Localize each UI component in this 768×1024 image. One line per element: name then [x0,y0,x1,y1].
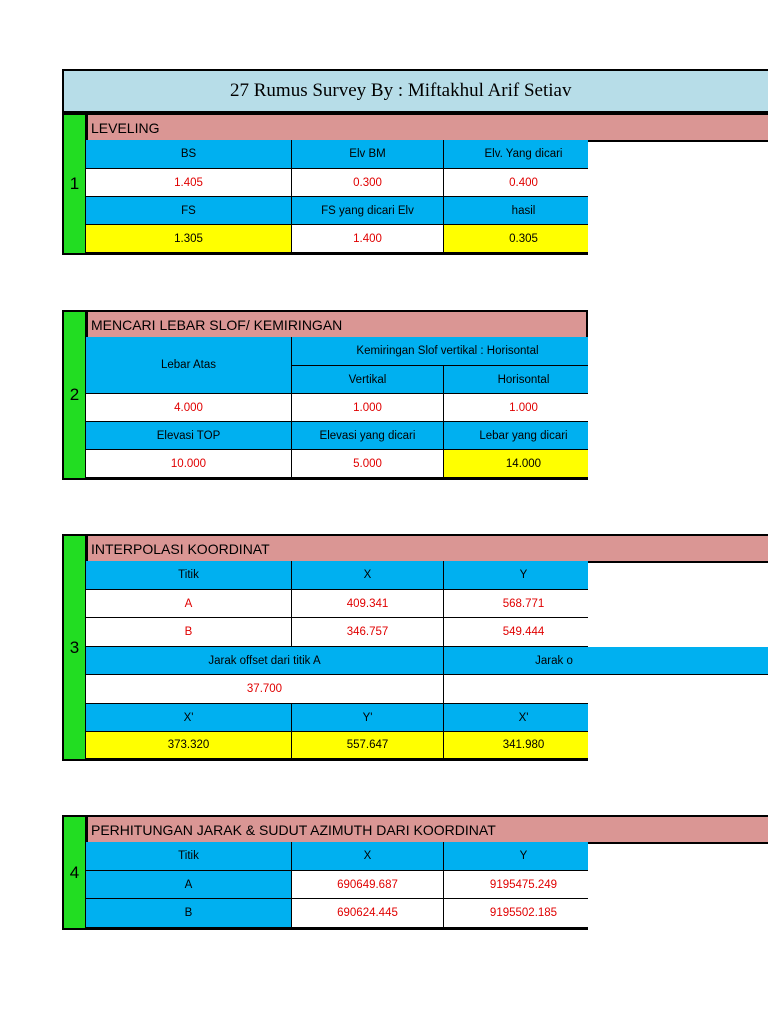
cell-x-prime-value[interactable]: 373.320 [86,732,292,759]
cell-elv-dicari-header: Elv. Yang dicari [444,140,588,169]
cell-bs-header: BS [86,140,292,169]
cell-x-prime-2-header: X' [444,704,588,732]
cell-x-prime-2-value[interactable]: 341.980 [444,732,588,759]
cell-b-x[interactable]: 346.757 [292,618,444,647]
section-1-heading: LEVELING [86,113,768,142]
section-4-number: 4 [62,815,86,930]
cell-elevasi-top-header: Elevasi TOP [86,422,292,450]
cell-a4-x[interactable]: 690649.687 [292,871,444,899]
section-1-table [84,140,588,255]
cell-fs-dicari-header: FS yang dicari Elv [292,197,444,225]
cell-y-header: Y [444,561,588,590]
cell-elv-bm-value[interactable]: 0.300 [292,169,444,197]
cell-titik4-b: B [86,899,292,928]
cell-kemiringan-header: Kemiringan Slof vertikal : Horisontal [292,337,588,366]
cell-b4-x[interactable]: 690624.445 [292,899,444,928]
cell-titik-header: Titik [86,561,292,590]
cell-titik-a: A [86,590,292,618]
cell-y4-header: Y [444,842,588,871]
cell-fs-header: FS [86,197,292,225]
cell-horisontal-header: Horisontal [444,366,588,394]
cell-x-prime-header: X' [86,704,292,732]
cell-offset-a-value[interactable]: 37.700 [86,675,444,704]
cell-elevasi-top-value[interactable]: 10.000 [86,450,292,478]
section-3-table [84,561,588,761]
cell-offset-b-value[interactable] [444,675,588,704]
cell-elevasi-dicari-header: Elevasi yang dicari [292,422,444,450]
cell-titik4-a: A [86,871,292,899]
offset-b-label: Jarak o [535,655,573,667]
cell-vertikal-value[interactable]: 1.000 [292,394,444,422]
cell-hasil-header: hasil [444,197,588,225]
section-4-table [84,842,588,930]
section-2-table [84,337,588,480]
cell-vertikal-header: Vertikal [292,366,444,394]
cell-elevasi-dicari-value[interactable]: 5.000 [292,450,444,478]
cell-elv-dicari-value[interactable]: 0.400 [444,169,588,197]
cell-titik4-header: Titik [86,842,292,871]
cell-fs-dicari-value[interactable]: 1.400 [292,225,444,253]
section-1-number: 1 [62,113,86,255]
cell-x-header: X [292,561,444,590]
page-title: 27 Rumus Survey By : Miftakhul Arif Setiav [230,80,572,101]
cell-lebar-dicari-header: Lebar yang dicari [444,422,588,450]
cell-x4-header: X [292,842,444,871]
cell-hasil-value[interactable]: 0.305 [444,225,588,253]
cell-a4-y[interactable]: 9195475.249 [444,871,588,899]
cell-elv-bm-header: Elv BM [292,140,444,169]
section-3-heading: INTERPOLASI KOORDINAT [86,534,768,563]
cell-y-prime-header: Y' [292,704,444,732]
section-2-number: 2 [62,310,86,480]
cell-horisontal-value[interactable]: 1.000 [444,394,588,422]
cell-fs-value[interactable]: 1.305 [86,225,292,253]
cell-b-y[interactable]: 549.444 [444,618,588,647]
cell-offset-a-header: Jarak offset dari titik A [86,647,444,675]
section-2-heading: MENCARI LEBAR SLOF/ KEMIRINGAN [86,310,588,339]
cell-bs-value[interactable]: 1.405 [86,169,292,197]
cell-a-x[interactable]: 409.341 [292,590,444,618]
cell-titik-b: B [86,618,292,647]
cell-b4-y[interactable]: 9195502.185 [444,899,588,928]
cell-lebar-atas-header: Lebar Atas [86,337,292,394]
section-4-heading: PERHITUNGAN JARAK & SUDUT AZIMUTH DARI KOORDINAT [86,815,768,844]
cell-y-prime-value[interactable]: 557.647 [292,732,444,759]
section-3-number: 3 [62,534,86,761]
cell-lebar-dicari-value[interactable]: 14.000 [444,450,588,478]
cell-a-y[interactable]: 568.771 [444,590,588,618]
cell-lebar-atas-value[interactable]: 4.000 [86,394,292,422]
